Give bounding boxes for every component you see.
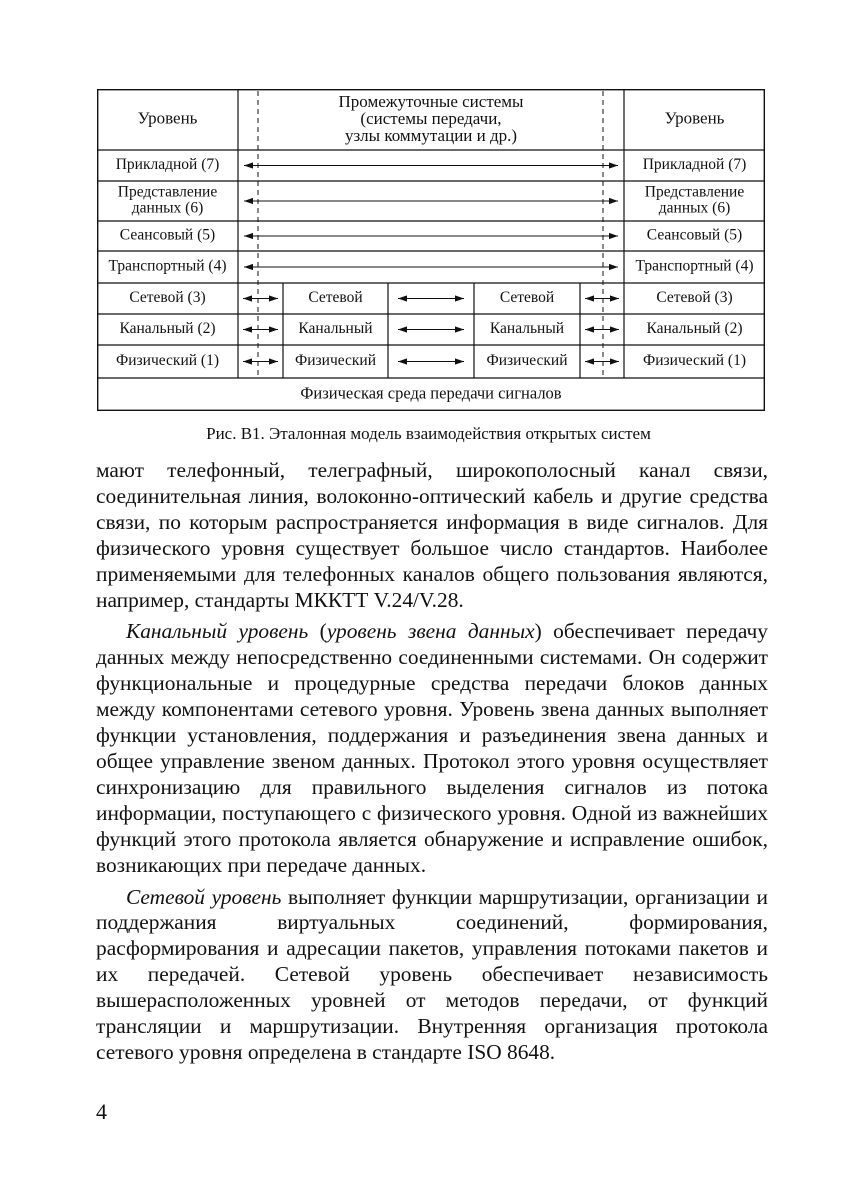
- layer-label-right: Канальный (2): [646, 320, 743, 338]
- osi-reference-model-figure: [97, 89, 765, 411]
- header-level-right: Уровень: [664, 108, 725, 128]
- layer-label-right: Сеансовый (5): [646, 226, 743, 244]
- layer-label-left: Канальный (2): [119, 320, 216, 338]
- layer-label-left: Физический (1): [116, 352, 219, 370]
- header-intermediate-systems: (системы передачи,: [360, 108, 502, 128]
- layer-label-right: Прикладной (7): [642, 156, 747, 174]
- paragraph-physical-layer-end: мают телефонный, телеграфный, широкополосный канал связи, соединительная линия, волоконно-оптический кабель и другие средства связи, по которым распространяется информация в виде сигналов. Для физического уровня существует большое число стандартов. Наиболее применяемыми для телефонных каналов общего пользования являются, например, стандарты МККТТ V.24/V.28.: [96, 458, 768, 612]
- layer-label-right: Физический (1): [643, 352, 746, 370]
- intermediate-layer-label: Канальный: [298, 320, 373, 338]
- data-link-description: ) обеспечивает передачу данных между непосредственно соединенными системами. Он содержит функциональные и процедурные средства передачи блоков данных между компонентами сетевого уровня. Уровень звена данных выполняет функции установления, поддержания и разъединения звена данных и общее управление звеном данных. Протокол этого уровня осуществляет синхронизацию для правильного выделения сигналов из потока информации, поступающего с физического уровня. Одной из важнейших функций этого протокола является обнаружение и исправление ошибок, возникающих при передаче данных.: [96, 619, 768, 877]
- layer-label-left: данных (6): [131, 199, 204, 217]
- layer-label-right: Представление: [644, 183, 745, 201]
- header-intermediate-systems: узлы коммутации и др.): [344, 125, 518, 145]
- physical-medium-label: Физическая среда передачи сигналов: [300, 383, 562, 403]
- network-description: выполняет функции маршрутизации, организации и поддержания виртуальных соединений, формирования, расформирования и адресации пакетов, управления потоками пакетов и их передачей. Сетевой уровень обеспечивает независимость вышерасположенных уровней от методов передачи, от функций трансляции и маршрутизации. Внутренняя организация протокола сетевого уровня определена в стандарте ISO 8648.: [96, 884, 768, 1064]
- figure-caption: Рис. В1. Эталонная модель взаимодействия открытых систем: [206, 424, 651, 443]
- intermediate-layer-label: Канальный: [489, 320, 565, 338]
- layer-label-left: Прикладной (7): [115, 156, 220, 174]
- intermediate-layer-label: Сетевой: [308, 289, 363, 307]
- body-text: [96, 458, 768, 1066]
- term-data-link-alt: уровень звена данных: [326, 619, 535, 644]
- header-level-left: Уровень: [137, 108, 198, 128]
- layer-label-right: данных (6): [658, 199, 731, 217]
- header-intermediate-systems: Промежуточные системы: [338, 91, 524, 111]
- term-network-layer: Сетевой уровень: [126, 884, 282, 909]
- layer-label-left: Сеансовый (5): [119, 226, 216, 244]
- paragraph-data-link-layer: [96, 619, 768, 878]
- intermediate-layer-label: Физический: [294, 352, 377, 370]
- paren-open: (: [308, 619, 327, 644]
- layer-label-left: Сетевой (3): [129, 289, 206, 307]
- page-number: 4: [96, 1099, 107, 1124]
- paragraph-network-layer: [96, 885, 768, 1066]
- term-data-link-layer: Канальный уровень: [126, 619, 309, 644]
- layer-label-left: Представление: [117, 183, 218, 201]
- layer-label-right: Сетевой (3): [656, 289, 733, 307]
- intermediate-layer-label: Физический: [486, 352, 568, 370]
- layer-label-left: Транспортный (4): [108, 257, 227, 275]
- layer-label-right: Транспортный (4): [635, 257, 754, 275]
- intermediate-layer-label: Сетевой: [499, 289, 555, 307]
